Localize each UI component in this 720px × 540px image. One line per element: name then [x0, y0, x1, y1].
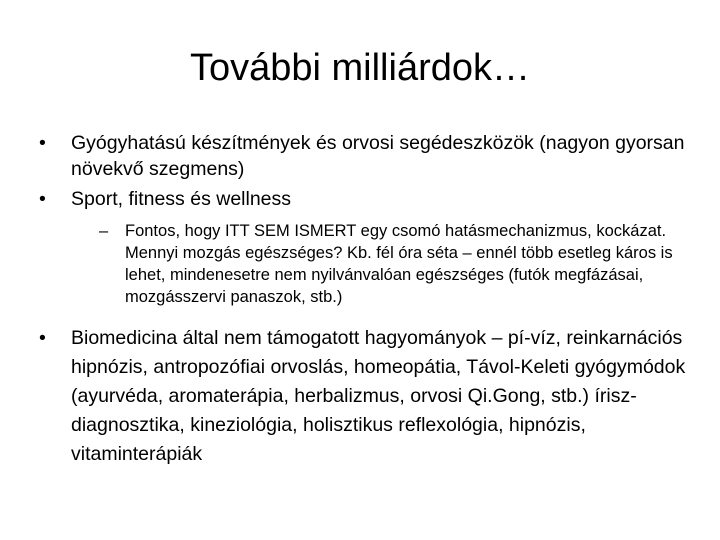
bullet-text: Biomedicina által nem támogatott hagyományok – pí-víz, reinkarnációs hipnózis, antropozófiai orvoslás, homeopátia, Távol-Keleti gyógymódok (ayurvéda, aromaterápia, herbalizmus, orvosi Qi.Gong, stb.) írisz-diagnosztika, kineziológia, holisztikus reflexológia, hipnózis, vitaminterápiák: [71, 327, 686, 465]
slide-title: További milliárdok…: [189, 47, 530, 89]
sub-bullet-item: [99, 220, 688, 308]
sub-bullet-marker: –: [99, 222, 109, 240]
slide-content: [36, 130, 688, 473]
bullet-text: Sport, fitness és wellness: [71, 188, 292, 210]
bullet-item: [36, 324, 688, 469]
bullet-item: [36, 130, 688, 182]
bullet-text: Gyógyhatású készítmények és orvosi segédeszközök (nagyon gyorsan növekvő szegmens): [71, 132, 685, 180]
bullet-marker: •: [39, 132, 46, 154]
sub-bullet-text: Fontos, hogy ITT SEM ISMERT egy csomó hatásmechanizmus, kockázat. Mennyi mozgás egészséges? Kb. fél óra séta – ennél több esetleg káros is lehet, mindenesetre nem nyilvánvalóan egészséges (futók megfázásai, mozgásszervi panaszok, stb.): [125, 222, 673, 306]
bullet-marker: •: [39, 327, 46, 349]
bullet-item: [36, 186, 688, 212]
bullet-marker: •: [39, 188, 46, 210]
